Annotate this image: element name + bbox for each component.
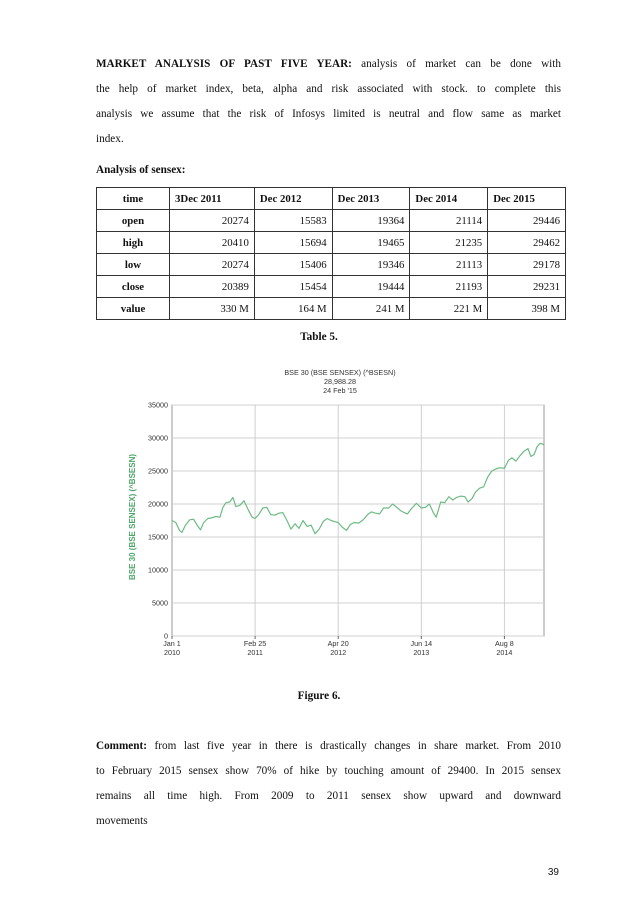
figure-caption: Figure 6. [297,690,341,702]
y-tick-label: 20000 [148,499,168,509]
page-number: 39 [547,867,559,878]
table-cell: 20274 [170,254,255,276]
market-analysis-paragraph [96,52,561,152]
x-tick-label: 2013 [413,648,430,657]
y-tick-label: 35000 [148,400,168,410]
table-cell: 21114 [410,210,488,232]
table-header-cell: Dec 2013 [332,188,410,210]
paragraph-line: analysis of market can be done with [361,58,561,70]
table-cell: 221 M [410,298,488,320]
row-label: low [97,254,170,276]
table-header-cell: Dec 2015 [488,188,566,210]
row-label: close [97,276,170,298]
table-cell: 29231 [488,276,566,298]
table-row [97,276,566,298]
table-cell: 19444 [332,276,410,298]
table-cell: 19346 [332,254,410,276]
paragraph-line: to February 2015 sensex show 70% of hike by touching amount of 29400. In 2015 sensex [96,765,561,777]
table-cell: 19364 [332,210,410,232]
table-cell: 20389 [170,276,255,298]
table-cell: 21193 [410,276,488,298]
table-header-cell: Dec 2012 [254,188,332,210]
x-tick-label: 2011 [247,648,263,657]
table-cell: 20274 [170,210,255,232]
row-label: open [97,210,170,232]
y-tick-label: 25000 [148,466,168,476]
paragraph-line: the help of market index, beta, alpha and risk associated with stock. to complete this [96,83,561,95]
y-tick-label: 10000 [148,565,168,575]
table-cell: 15694 [254,232,332,254]
table-header-cell: Dec 2014 [410,188,488,210]
table-row [97,254,566,276]
comment-paragraph [96,734,561,834]
plot-area [148,401,544,658]
x-tick-label: Jun 14 [410,639,433,648]
table-cell: 29462 [488,232,566,254]
x-tick-label: Apr 20 [327,639,349,648]
sensex-table [96,187,566,320]
table-header-row [97,188,566,210]
row-label: high [97,232,170,254]
x-tick-label: 2012 [330,648,347,657]
y-tick-label: 5000 [152,598,168,608]
y-tick-label: 15000 [148,532,168,542]
table-row [97,232,566,254]
sensex-heading: Analysis of sensex: [96,164,186,176]
table-cell: 330 M [170,298,255,320]
paragraph-line: from last five year in there is drastically changes in share market. From 2010 [154,740,562,752]
table-cell: 20410 [170,232,255,254]
paragraph-line: index. [96,133,124,145]
table-cell: 19465 [332,232,410,254]
chart-subtitle: 28,988.28 [324,377,356,386]
table-cell: 15583 [254,210,332,232]
chart-title: BSE 30 (BSE SENSEX) (^BSESN) [284,368,396,377]
y-tick-label: 30000 [148,433,168,443]
table-caption: Table 5. [300,331,338,343]
table-cell: 241 M [332,298,410,320]
table-header-cell: 3Dec 2011 [170,188,255,210]
table-row [97,210,566,232]
table-cell: 15406 [254,254,332,276]
x-tick-label: Feb 25 [243,639,267,648]
table-cell: 29178 [488,254,566,276]
x-tick-label: Aug 8 [495,639,514,648]
x-tick-label: Jan 1 [163,639,181,648]
table-header-cell: time [97,188,170,210]
sensex-line-chart [118,362,550,667]
row-label: value [97,298,170,320]
x-tick-label: 2010 [164,648,180,657]
table-cell: 398 M [488,298,566,320]
table-row [97,298,566,320]
table-cell: 164 M [254,298,332,320]
x-tick-label: 2014 [496,648,513,657]
table-cell: 21235 [410,232,488,254]
table-cell: 21113 [410,254,488,276]
table-cell: 29446 [488,210,566,232]
y-axis-label: BSE 30 (BSE SENSEX) (^BSESN) [128,453,137,581]
plot-frame [172,405,544,636]
table-cell: 15454 [254,276,332,298]
comment-label: Comment: [96,740,147,752]
y-tick-label: 0 [164,631,168,641]
paragraph-line: remains all time high. From 2009 to 2011 sensex show upward and downward [96,790,561,802]
chart-subtitle: 24 Feb '15 [323,386,357,395]
paragraph-line: movements [96,815,148,827]
paragraph-line: analysis we assume that the risk of Infosys limited is neutral and flow same as market [96,108,561,120]
section-heading: MARKET ANALYSIS OF PAST FIVE YEAR: [96,58,352,70]
